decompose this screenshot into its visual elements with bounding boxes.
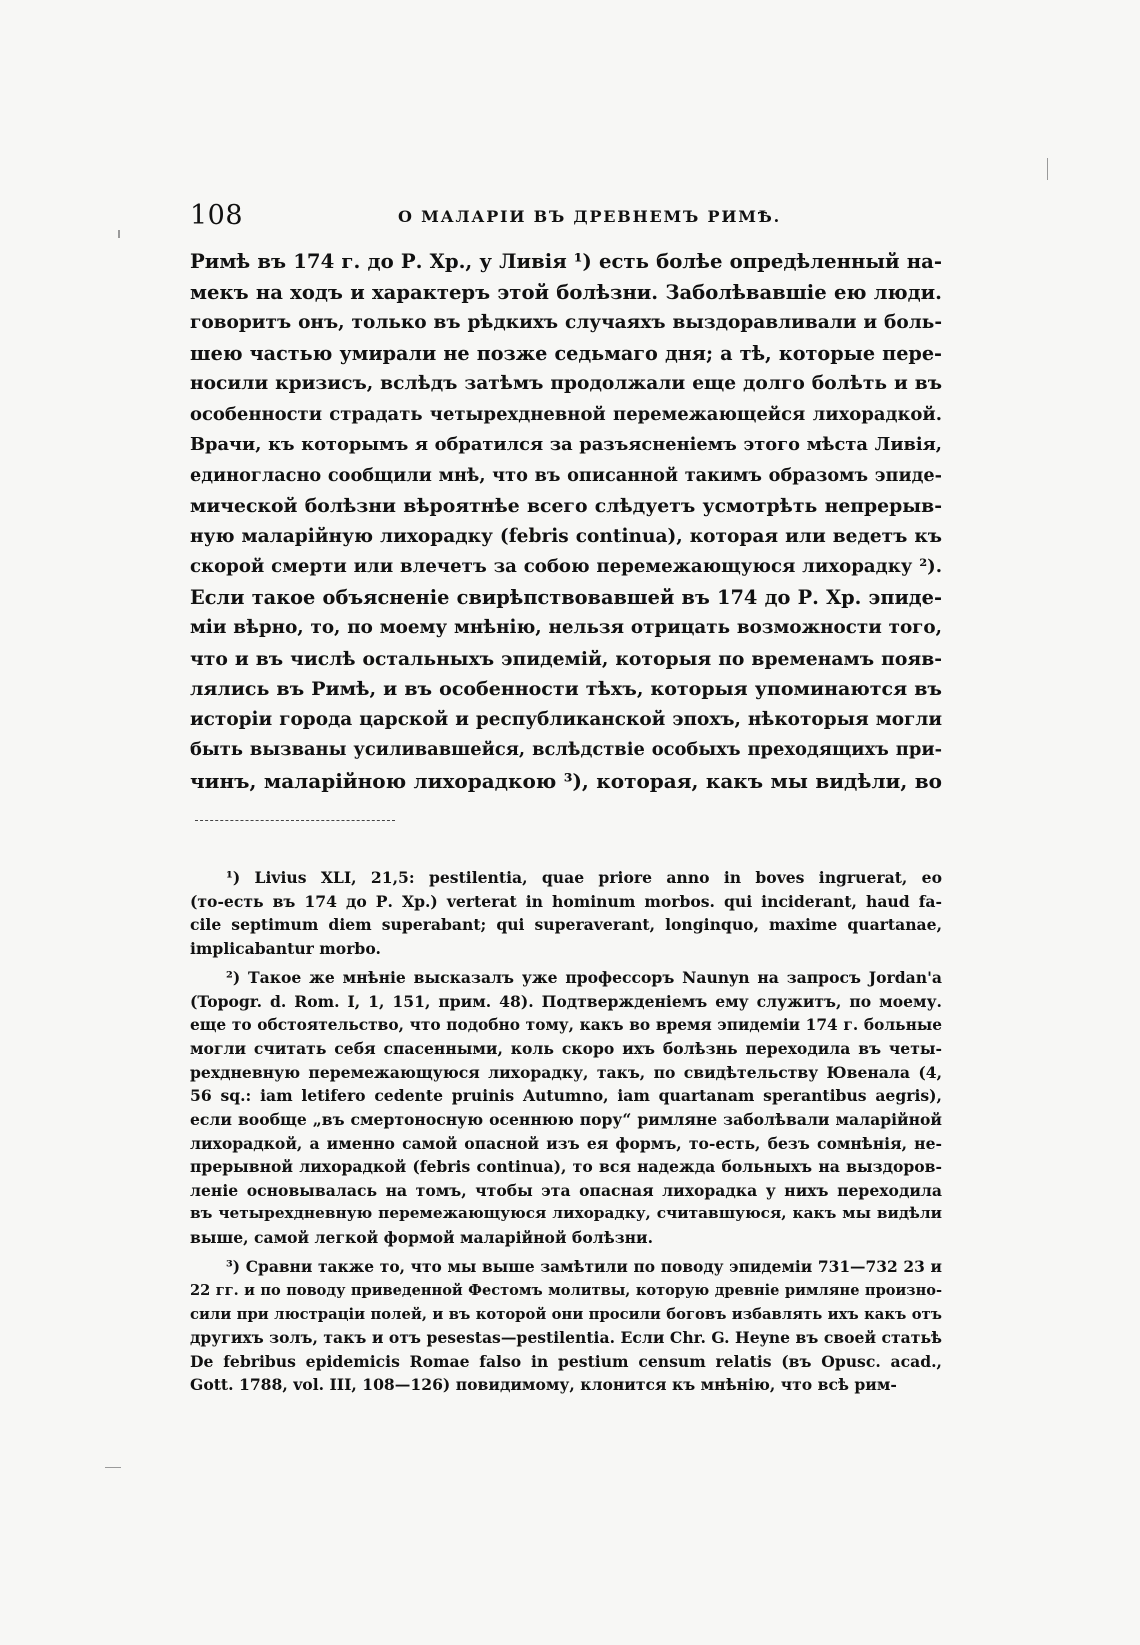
- body-line: Если такое объясненіе свирѣпствовавшей въ 174 до Р. Хр. эпиде-: [190, 585, 942, 609]
- footnote-1: [190, 866, 942, 960]
- body-line: единогласно сообщили мнѣ, что въ описанной такимъ образомъ эпиде-: [190, 464, 942, 486]
- footnote-line: ²) Такое же мнѣніе высказалъ уже профессоръ Naunyn на запросъ Jordan'a: [226, 968, 942, 988]
- page-number: 108: [190, 200, 244, 231]
- body-line: лялись въ Римѣ, и въ особенности тѣхъ, которыя упоминаются въ: [190, 678, 942, 700]
- footnote-separator: [195, 820, 395, 821]
- footnote-line: въ четырехдневную перемежающуюся лихорадку, считавшуюся, какъ мы видѣли: [190, 1204, 942, 1223]
- body-line: ную маларійную лихорадку (febris continua), которая или ведетъ къ: [190, 525, 942, 547]
- footnote-line: другихъ золъ, такъ и отъ pesestas—pestilentia. Если Chr. G. Heyne въ своей статьѣ: [190, 1328, 942, 1348]
- footnote-line: ¹) Livius XLI, 21,5: pestilentia, quae priore anno in boves ingruerat, eo: [226, 868, 942, 887]
- footnote-2: [190, 966, 942, 1249]
- running-title: О МАЛАРІИ ВЪ ДРЕВНЕМЪ РИМѢ.: [398, 207, 782, 226]
- body-line: чинъ, маларійною лихорадкою ³), которая, какъ мы видѣли, во: [190, 768, 942, 793]
- footnote-line: еще то обстоятельство, что подобно тому, какъ во время эпидеміи 174 г. больные: [190, 1015, 942, 1034]
- footnote-line: рехдневную перемежающуюся лихорадку, такъ, по свидѣтельству Ювенала (4,: [190, 1062, 942, 1082]
- footnote-line: (Topogr. d. Rom. I, 1, 151, прим. 48). Подтвержденіемъ ему служитъ, по моему.: [190, 991, 942, 1011]
- page-header: [190, 200, 940, 234]
- footnote-line: ³) Сравни также то, что мы выше замѣтили по поводу эпидеміи 731—732 23 и: [226, 1257, 942, 1276]
- footnote-line: если вообще „въ смертоносную осеннюю пору“ римляне заболѣвали маларійной: [190, 1109, 942, 1129]
- footnote-line: cile septimum diem superabant; qui superaverant, longinquo, maxime quartanae,: [190, 915, 942, 935]
- body-text: [190, 247, 942, 796]
- footnote-line: прерывной лихорадкой (febris continua), то вся надежда больныхъ на выздоров-: [190, 1157, 942, 1177]
- body-line: быть вызваны усиливавшейся, вслѣдствіе особыхъ преходящихъ при-: [190, 739, 942, 760]
- footnote-line: Gott. 1788, vol. III, 108—126) повидимому, клонится къ мнѣнію, что всѣ рим-: [190, 1375, 897, 1395]
- footnotes: [190, 866, 942, 1403]
- body-line: носили кризисъ, вслѣдъ затѣмъ продолжали еще долго болѣть и въ: [190, 373, 942, 394]
- margin-mark-right: [1047, 158, 1048, 180]
- footnote-line: леніе основывалась на томъ, чтобы эта опасная лихорадка у нихъ переходила: [190, 1180, 942, 1200]
- body-line: мической болѣзни вѣроятнѣе всего слѣдуетъ усмотрѣть непрерыв-: [190, 495, 942, 517]
- body-line: Врачи, къ которымъ я обратился за разъясненіемъ этого мѣста Ливія,: [190, 434, 942, 455]
- footnote-line: De febribus epidemicis Romae falso in pestium censum relatis (въ Opusc. acad.,: [190, 1351, 942, 1371]
- footnote-line: лихорадкой, а именно самой опасной изъ ея формъ, то-есть, безъ сомнѣнія, не-: [190, 1133, 942, 1153]
- body-line: говоритъ онъ, только въ рѣдкихъ случаяхъ выздоравливали и боль-: [190, 312, 942, 333]
- body-line: особенности страдать четырехдневной перемежающейся лихорадкой.: [190, 403, 942, 425]
- body-line: что и въ числѣ остальныхъ эпидемій, которыя по временамъ появ-: [190, 647, 942, 670]
- body-line: шею частью умирали не позже седьмаго дня; а тѣ, которые пере-: [190, 341, 942, 365]
- body-line: міи вѣрно, то, по моему мнѣнію, нельзя отрицать возможности того,: [190, 617, 942, 638]
- body-line: скорой смерти или влечетъ за собою перемежающуюся лихорадку ²).: [190, 556, 942, 577]
- footnote-line: могли считать себя спасенными, коль скоро ихъ болѣзнь переходила въ четы-: [190, 1039, 942, 1059]
- margin-mark-left-bottom: [105, 1467, 121, 1468]
- footnote-line: 22 гг. и по поводу приведенной Фестомъ молитвы, которую древніе римляне произно-: [190, 1282, 942, 1300]
- footnote-line: implicabantur morbo.: [190, 938, 381, 958]
- body-line: мекъ на ходъ и характеръ этой болѣзни. Заболѣвавшіе ею люди.: [190, 280, 942, 304]
- margin-mark-left-top: [118, 230, 120, 238]
- footnote-line: выше, самой легкой формой маларійной болѣзни.: [190, 1227, 654, 1247]
- footnote-line: (то-есть въ 174 до Р. Хр.) verterat in hominum morbos. qui inciderant, haud fa-: [190, 891, 942, 911]
- footnote-3: [190, 1256, 942, 1398]
- footnote-line: 56 sq.: iam letifero cedente pruinis Autumno, iam quartanam sperantibus aegris),: [190, 1086, 942, 1106]
- body-line: Римѣ въ 174 г. до Р. Хр., у Ливія ¹) есть болѣе опредѣленный на-: [190, 250, 942, 273]
- footnote-line: сили при люстраціи полей, и въ которой они просили боговъ избавлять ихъ какъ отъ: [190, 1305, 942, 1323]
- body-line: исторіи города царской и республиканской эпохъ, нѣкоторыя могли: [190, 708, 942, 730]
